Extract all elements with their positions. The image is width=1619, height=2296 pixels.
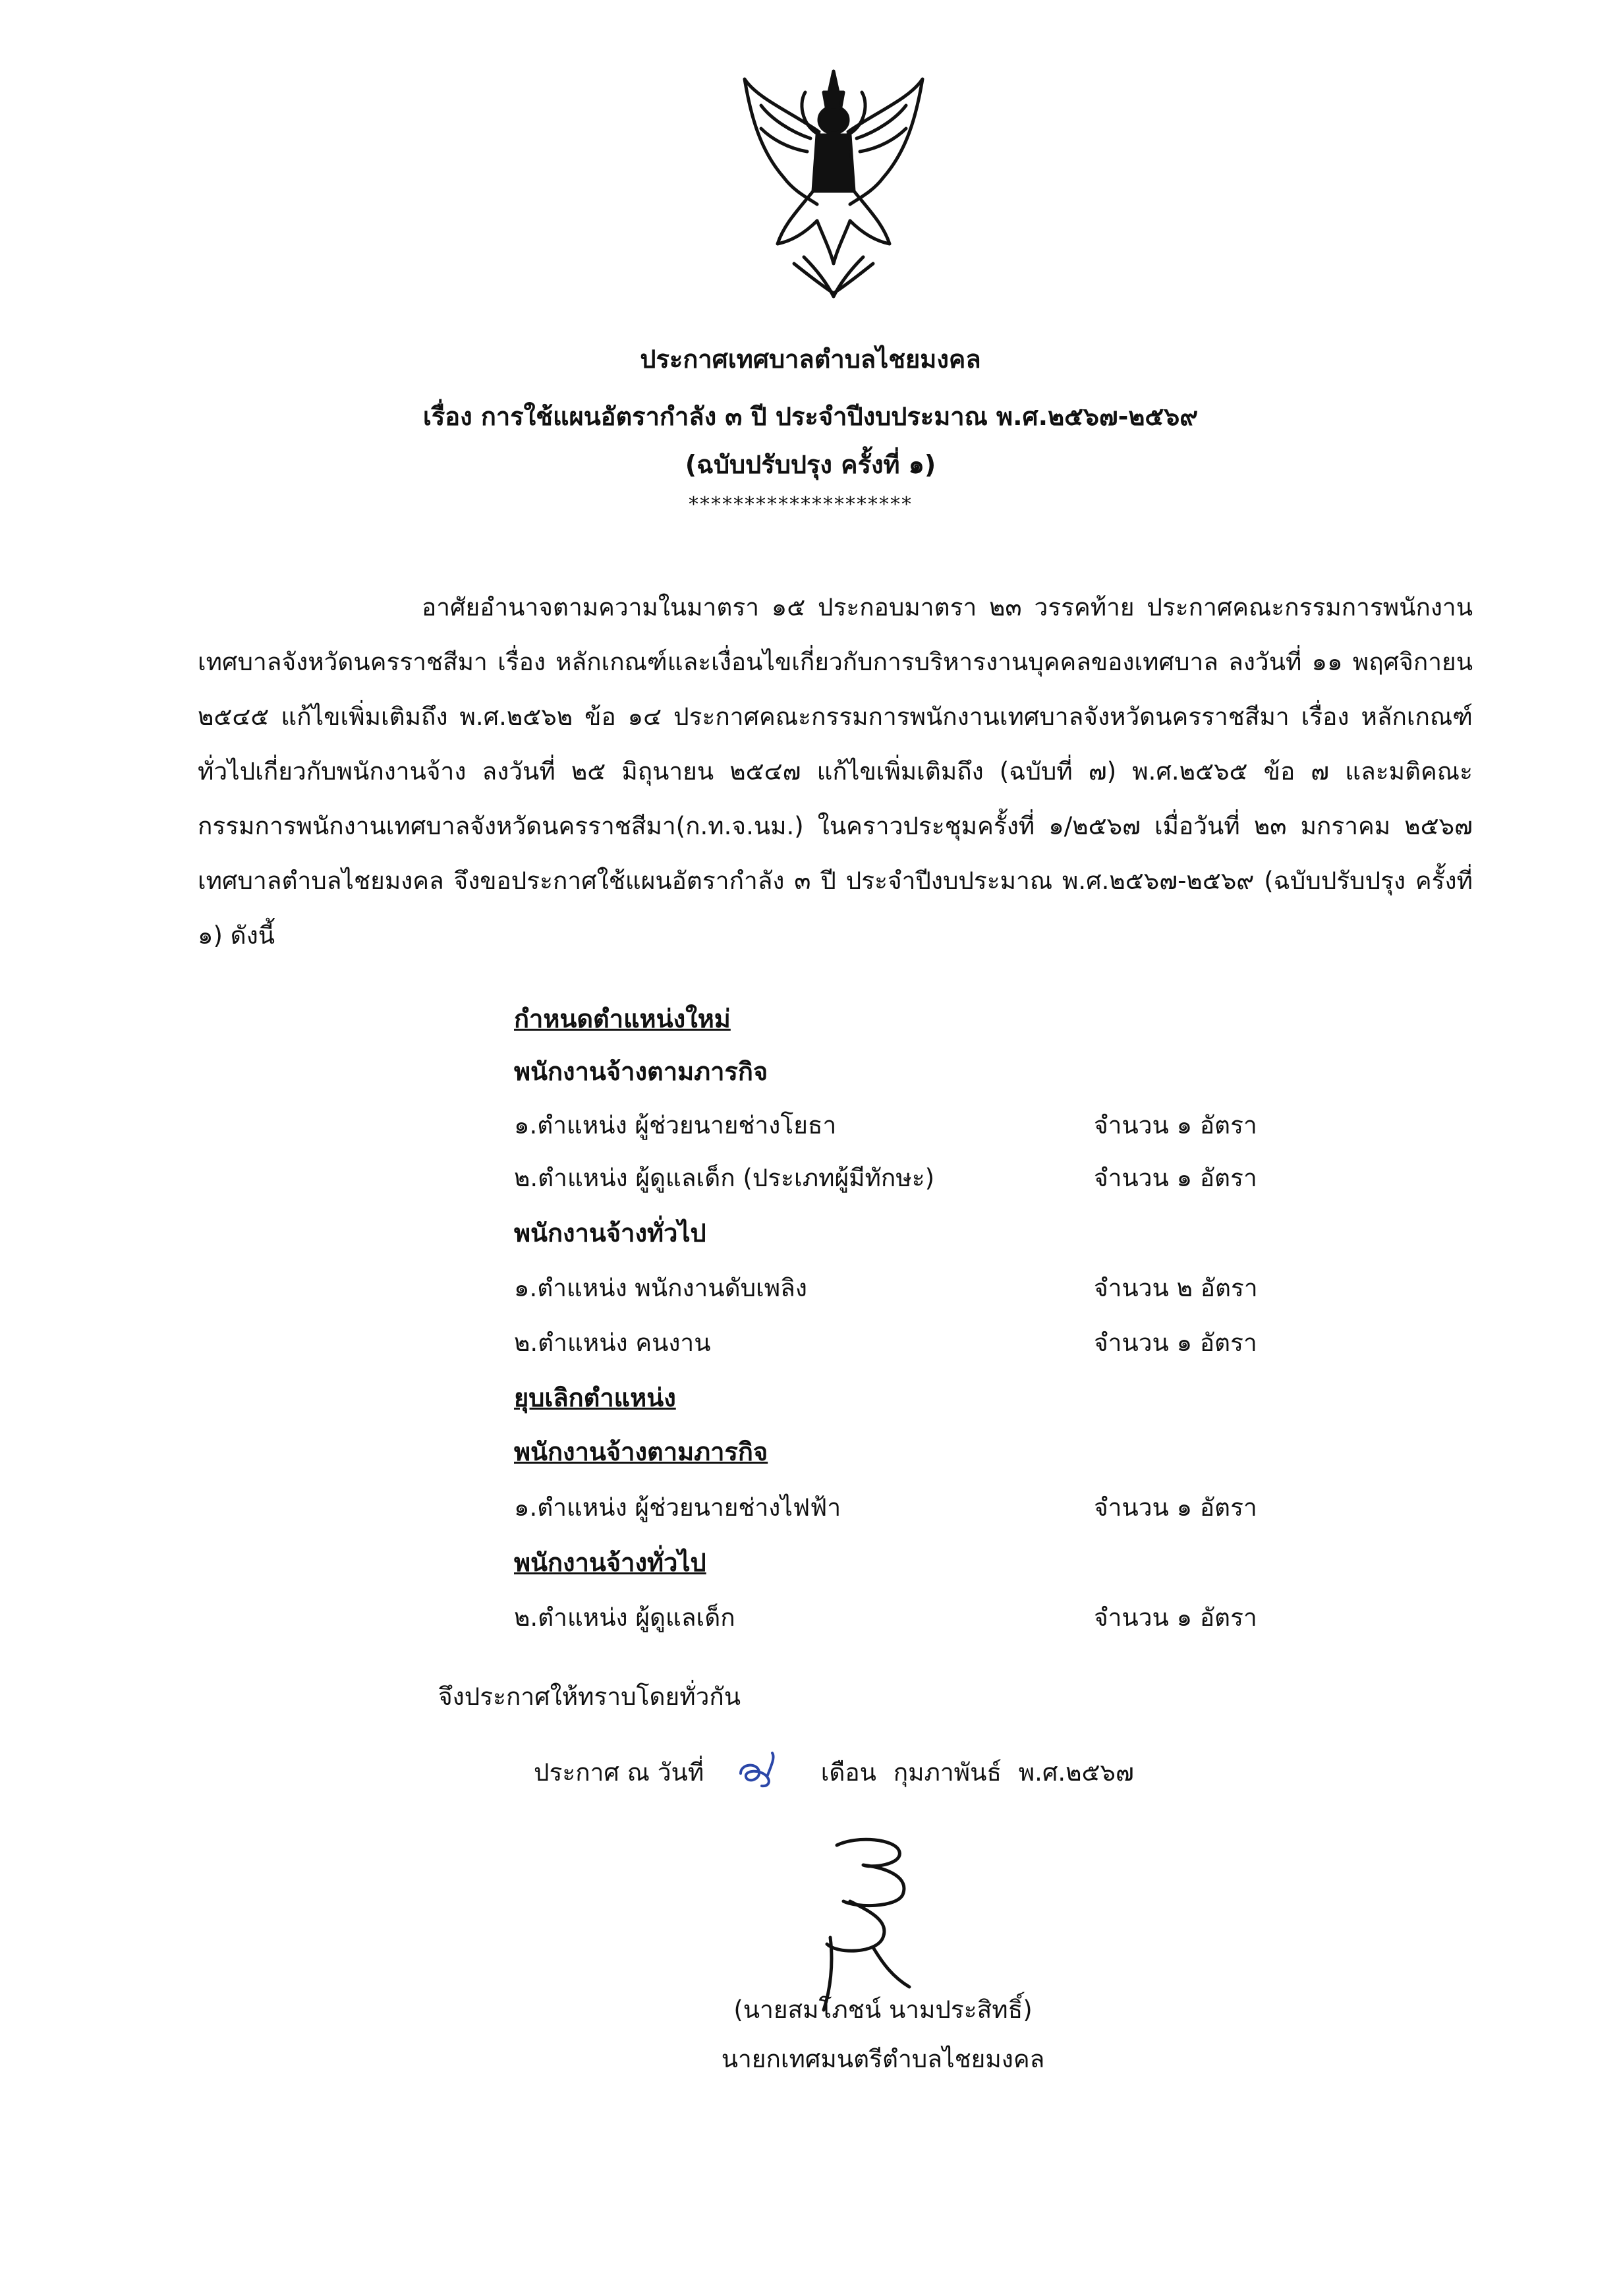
signatory-name: (นายสมโภชน์ นามประสิทธิ์) bbox=[733, 1995, 1033, 2024]
signature-icon bbox=[758, 1832, 975, 2017]
date-prefix: ประกาศ ณ วันที่ bbox=[534, 1758, 704, 1787]
position-name: ๑.ตำแหน่ง ผู้ช่วยนายช่างไฟฟ้า bbox=[514, 1493, 841, 1522]
new-general-group-label: พนักงานจ้างทั่วไป bbox=[514, 1219, 706, 1248]
position-name: ๑.ตำแหน่ง พนักงานดับเพลิง bbox=[514, 1274, 807, 1302]
position-amount: จำนวน ๑ อัตรา bbox=[1094, 1164, 1257, 1192]
year-value: พ.ศ.๒๕๖๗ bbox=[1018, 1758, 1134, 1787]
position-name: ๒.ตำแหน่ง ผู้ดูแลเด็ก (ประเภทผู้มีทักษะ) bbox=[514, 1164, 935, 1192]
abolished-mission-group-label: พนักงานจ้างตามภารกิจ bbox=[514, 1437, 768, 1466]
position-amount: จำนวน ๑ อัตรา bbox=[1094, 1111, 1257, 1139]
position-name: ๒.ตำแหน่ง ผู้ดูแลเด็ก bbox=[514, 1603, 735, 1632]
signatory-title: นายกเทศมนตรีตำบลไชยมงคล bbox=[721, 2045, 1045, 2073]
month-value: กุมภาพันธ์ bbox=[893, 1758, 1002, 1787]
announcement-date bbox=[534, 1753, 1134, 1794]
announcement-subject: เรื่อง การใช้แผนอัตรากำลัง ๓ ปี ประจำปีงบประมาณ พ.ศ.๒๕๖๗-๒๕๖๙ bbox=[422, 402, 1199, 431]
new-mission-group-label: พนักงานจ้างตามภารกิจ bbox=[514, 1057, 768, 1086]
announcement-title: ประกาศเทศบาลตำบลไชยมงคล bbox=[640, 345, 981, 374]
body-paragraph: อาศัยอำนาจตามความในมาตรา ๑๕ ประกอบมาตรา ๒๓ วรรคท้าย ประกาศคณะกรรมการพนักงานเทศบาลจังหวัดนครราชสีมา เรื่อง หลักเกณฑ์และเงื่อนไขเกี่ยวกับการบริหารงานบุคคลของเทศบาล ลงวันที่ ๑๑ พฤศจิกายน ๒๕๔๕ แก้ไขเพิ่มเติมถึง พ.ศ.๒๕๖๒ ข้อ ๑๔ ประกาศคณะกรรมการพนักงานเทศบาลจังหวัดนครราชสีมา เรื่อง หลักเกณฑ์ทั่วไปเกี่ยวกับพนักงานจ้าง ลงวันที่ ๒๕ มิถุนายน ๒๕๔๗ แก้ไขเพิ่มเติมถึง (ฉบับที่ ๗) พ.ศ.๒๕๖๕ ข้อ ๗ และมติคณะกรรมการพนักงานเทศบาลจังหวัดนครราชสีมา(ก.ท.จ.นม.) ในคราวประชุมครั้งที่ ๑/๒๕๖๗ เมื่อวันที่ ๒๓ มกราคม ๒๕๖๗ เทศบาลตำบลไชยมงคล จึงขอประกาศใช้แผนอัตรากำลัง ๓ ปี ประจำปีงบประมาณ พ.ศ.๒๕๖๗-๒๕๖๙ (ฉบับปรับปรุง ครั้งที่ ๑) ดังนี้ bbox=[198, 593, 1473, 950]
handwritten-day-icon bbox=[721, 1750, 800, 1790]
announcement-edition: (ฉบับปรับปรุง ครั้งที่ ๑) bbox=[685, 450, 936, 479]
position-name: ๒.ตำแหน่ง คนงาน bbox=[514, 1329, 711, 1357]
position-amount: จำนวน ๑ อัตรา bbox=[1094, 1493, 1257, 1522]
position-name: ๑.ตำแหน่ง ผู้ช่วยนายช่างโยธา bbox=[514, 1111, 837, 1139]
garuda-emblem-icon bbox=[731, 66, 936, 303]
month-label: เดือน bbox=[820, 1758, 876, 1787]
abolished-general-group-label: พนักงานจ้างทั่วไป bbox=[514, 1548, 706, 1577]
position-amount: จำนวน ๒ อัตรา bbox=[1094, 1274, 1258, 1302]
closing-text: จึงประกาศให้ทราบโดยทั่วกัน bbox=[438, 1682, 741, 1711]
position-amount: จำนวน ๑ อัตรา bbox=[1094, 1329, 1257, 1357]
new-positions-heading: กำหนดตำแหน่งใหม่ bbox=[514, 1004, 731, 1033]
abolished-positions-heading: ยุบเลิกตำแหน่ง bbox=[514, 1383, 676, 1412]
position-amount: จำนวน ๑ อัตรา bbox=[1094, 1603, 1257, 1632]
separator: ******************** bbox=[689, 493, 913, 516]
